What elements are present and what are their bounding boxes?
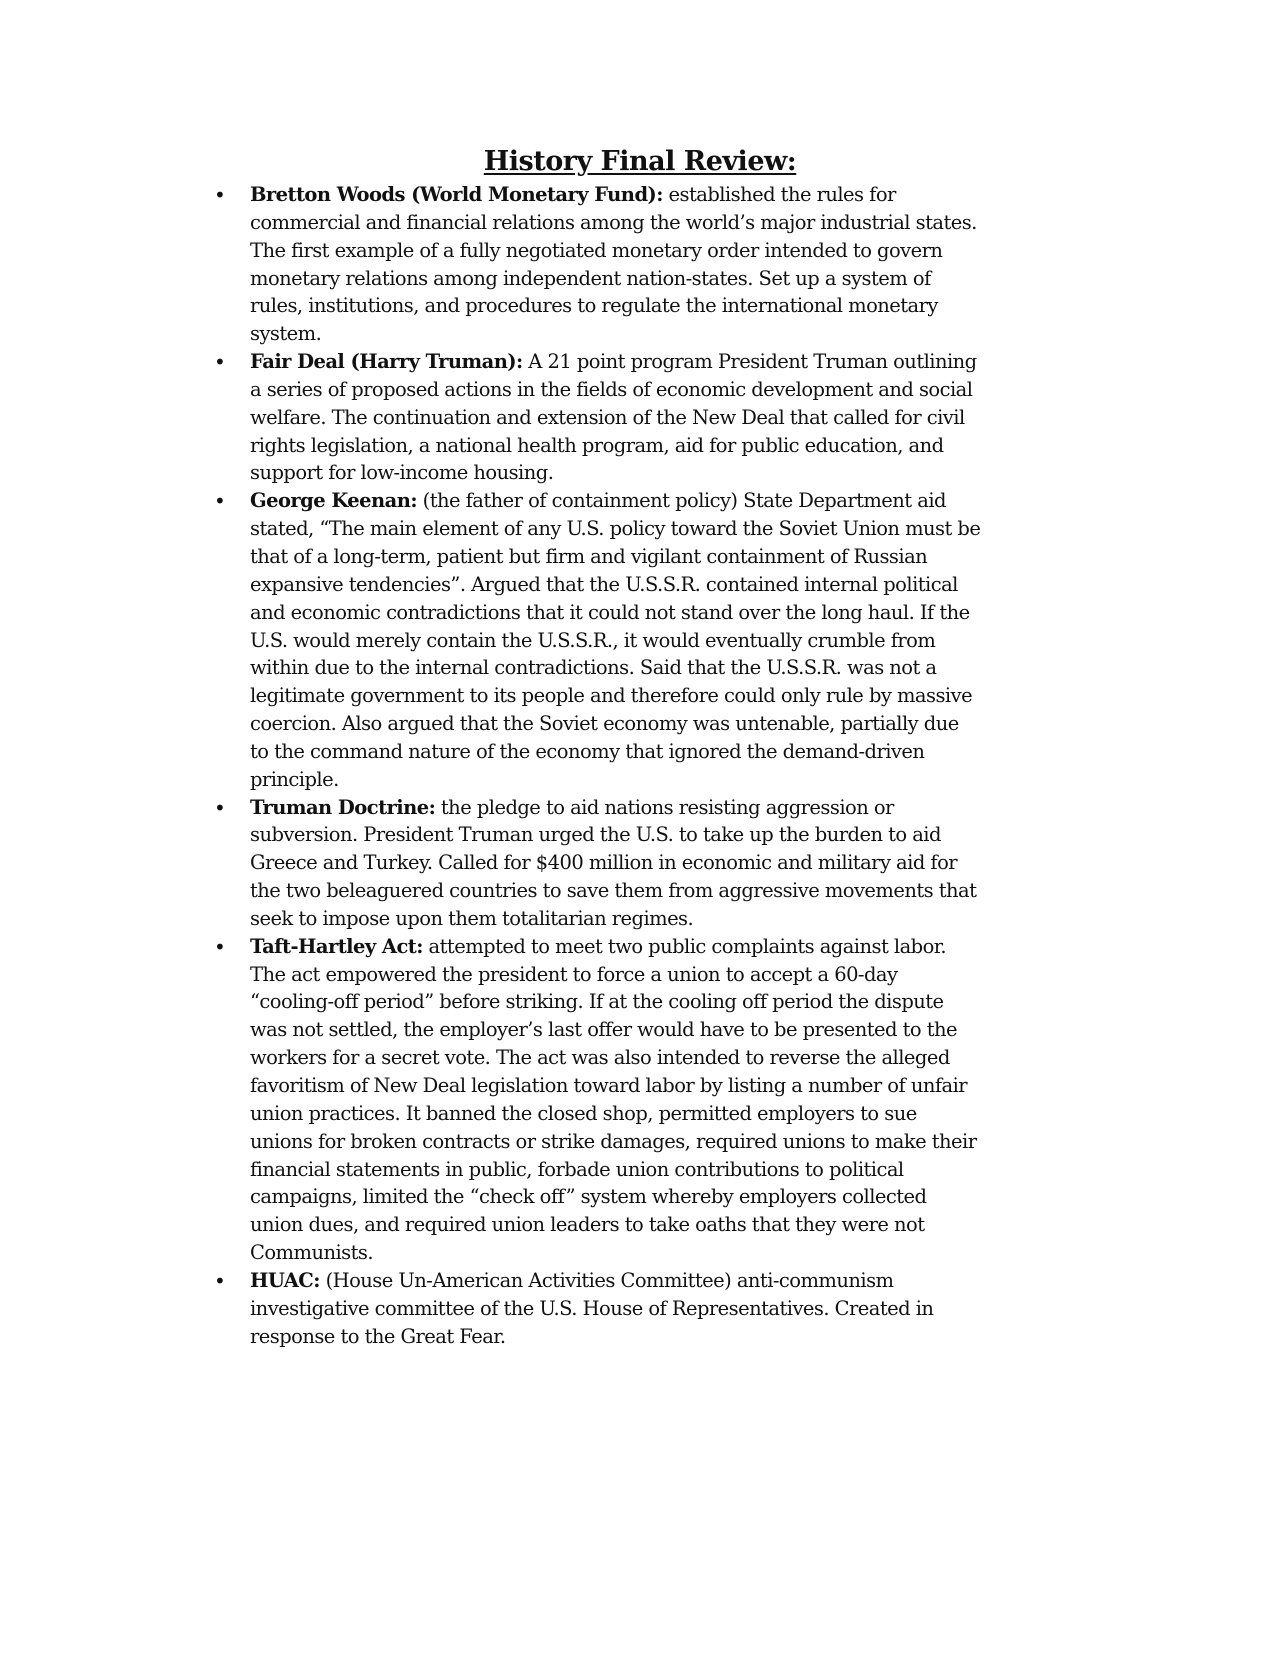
text-line: rights legislation, a national health program, aid for public education, and — [250, 433, 944, 457]
term-label: HUAC: — [250, 1268, 320, 1292]
bullet-icon: • — [214, 795, 226, 820]
bullet-icon: • — [214, 1268, 226, 1293]
text-line: to the command nature of the economy that ignored the demand-driven — [250, 739, 925, 763]
text-line: within due to the internal contradictions. Said that the U.S.S.R. was not a — [250, 656, 937, 680]
text-line: and economic contradictions that it could not stand over the long haul. If the — [250, 600, 970, 624]
text-line: rules, institutions, and procedures to regulate the international monetary — [250, 294, 938, 318]
text-line: investigative committee of the U.S. House of Representatives. Created in — [250, 1296, 934, 1320]
text-line: principle. — [250, 767, 339, 791]
bullet-icon: • — [214, 183, 226, 207]
text-line: campaigns, limited the “check off” system whereby employers collected — [250, 1185, 927, 1209]
text-line: workers for a secret vote. The act was also intended to reverse the alleged — [250, 1046, 950, 1070]
page-title-text: History Final Review: — [483, 146, 797, 177]
list-item-taft-hartley-act — [214, 933, 1070, 1267]
term-label: Taft-Hartley Act: — [250, 934, 423, 958]
text-line: was not settled, the employer’s last offer would have to be presented to the — [250, 1018, 958, 1042]
term-label: George Keenan: — [250, 489, 417, 513]
text-line: the two beleaguered countries to save them from aggressive movements that — [250, 879, 977, 903]
text-line: a series of proposed actions in the fields of economic development and social — [250, 377, 973, 401]
text-line: financial statements in public, forbade union contributions to political — [250, 1157, 904, 1181]
text-line: stated, “The main element of any U.S. policy toward the Soviet Union must be — [250, 517, 981, 541]
review-list — [214, 181, 1070, 1350]
text-line: expansive tendencies”. Argued that the U.S.S.R. contained internal political — [250, 572, 958, 596]
text-line: response to the Great Fear. — [250, 1324, 506, 1348]
text-line: George Keenan: (the father of containment policy) State Department aid — [250, 489, 946, 513]
text-line: that of a long-term, patient but firm and vigilant containment of Russian — [250, 544, 928, 568]
text-line: welfare. The continuation and extension of the New Deal that called for civil — [250, 405, 965, 429]
bullet-icon: • — [214, 934, 226, 959]
text-line: monetary relations among independent nation-states. Set up a system of — [250, 266, 931, 290]
text-line: commercial and financial relations among the world’s major industrial states. — [250, 210, 977, 234]
text-line: favoritism of New Deal legislation toward labor by listing a number of unfair — [250, 1074, 968, 1097]
term-label: Truman Doctrine: — [250, 795, 436, 819]
term-label: Bretton Woods (World Monetary Fund): — [250, 183, 663, 206]
text-line: Bretton Woods (World Monetary Fund): established the rules for — [250, 183, 896, 206]
text-line: The first example of a fully negotiated monetary order intended to govern — [250, 238, 943, 262]
text-line: unions for broken contracts or strike damages, required unions to make their — [250, 1129, 977, 1153]
text-line: system. — [250, 322, 322, 346]
list-item-george-keenan — [214, 487, 1070, 793]
text-line: union dues, and required union leaders to take oaths that they were not — [250, 1213, 925, 1237]
text-line: Fair Deal (Harry Truman): A 21 point program President Truman outlining — [250, 350, 977, 374]
list-item-truman-doctrine — [214, 794, 1070, 933]
text-line: U.S. would merely contain the U.S.S.R., it would eventually crumble from — [250, 628, 936, 652]
list-item-bretton-woods — [214, 181, 1070, 348]
text-line: Taft-Hartley Act: attempted to meet two public complaints against labor. — [250, 934, 947, 958]
text-line: “cooling-off period” before striking. If at the cooling off period the dispute — [250, 990, 944, 1014]
text-line: union practices. It banned the closed shop, permitted employers to sue — [250, 1101, 917, 1125]
text-line: HUAC: (House Un-American Activities Committee) anti-communism — [250, 1268, 894, 1292]
text-line: seek to impose upon them totalitarian regimes. — [250, 906, 694, 930]
term-label: Fair Deal (Harry Truman): — [250, 350, 523, 374]
text-line: support for low-income housing. — [250, 461, 554, 485]
text-line: legitimate government to its people and therefore could only rule by massive — [250, 684, 973, 708]
page-title — [0, 145, 1280, 179]
text-line: Truman Doctrine: the pledge to aid nations resisting aggression or — [250, 795, 894, 819]
text-line: The act empowered the president to force a union to accept a 60-day — [250, 962, 898, 986]
text-line: Greece and Turkey. Called for $400 million in economic and military aid for — [250, 851, 958, 875]
list-item-huac — [214, 1267, 1070, 1351]
text-line: subversion. President Truman urged the U.S. to take up the burden to aid — [250, 823, 941, 847]
text-line: Communists. — [250, 1241, 373, 1265]
bullet-icon: • — [214, 350, 226, 375]
list-item-fair-deal — [214, 348, 1070, 487]
bullet-icon: • — [214, 489, 226, 514]
text-line: coercion. Also argued that the Soviet economy was untenable, partially due — [250, 712, 959, 736]
